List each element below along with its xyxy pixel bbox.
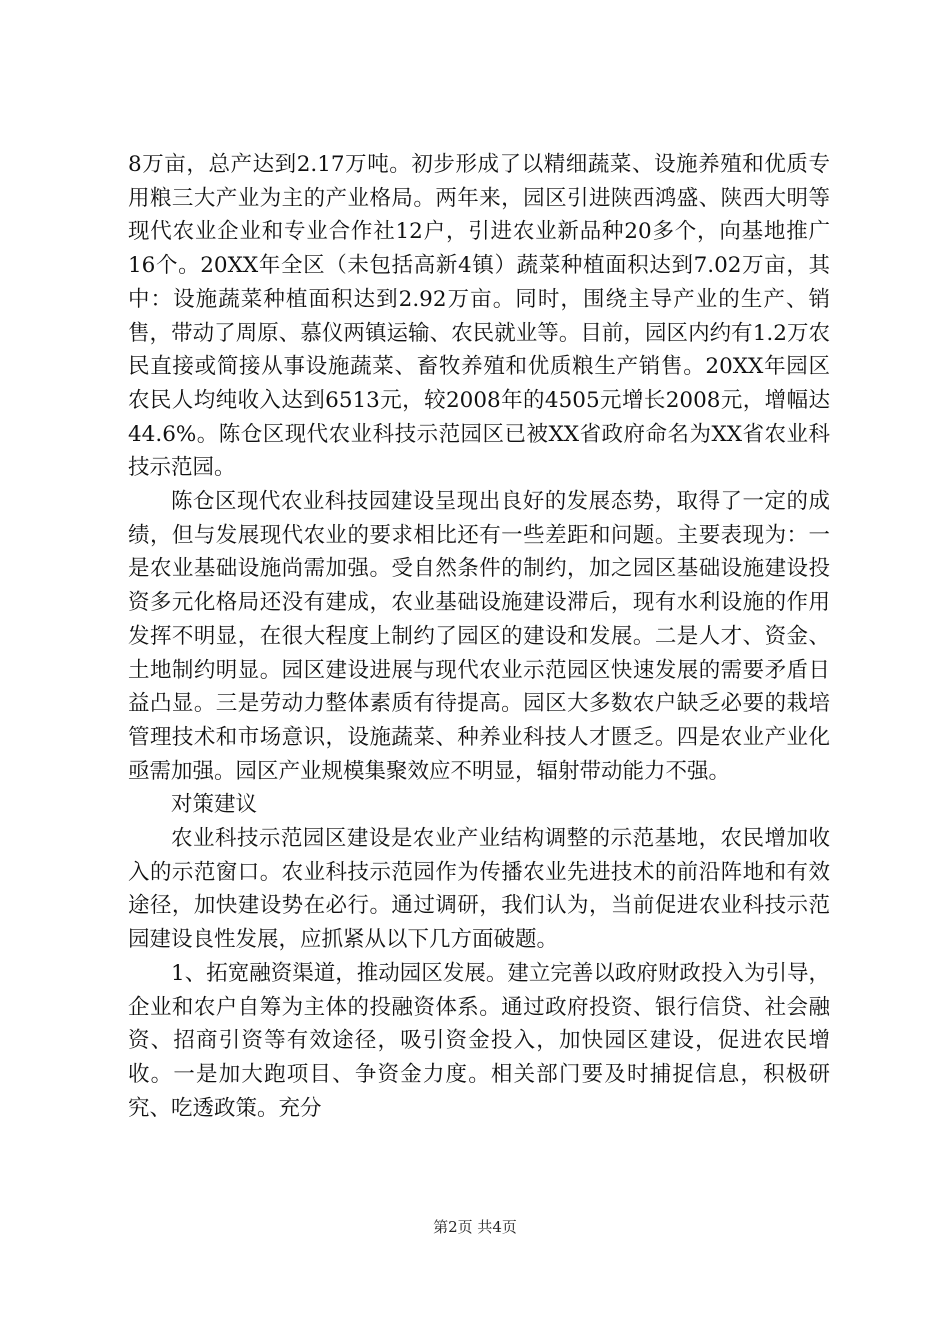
paragraph-park-output: 8万亩，总产达到2.17万吨。初步形成了以精细蔬菜、设施养殖和优质专用粮三大产业为主的产业格局。两年来，园区引进陕西鸿盛、陕西大明等现代农业企业和专业合作社12户，引进农业新品种20多个，向基地推广16个。20XX年全区（未包括高新4镇）蔬菜种植面积达到7.02万亩，其中：设施蔬菜种植面积达到2.92万亩。同时，围绕主导产业的生产、销售，带动了周原、慕仪两镇运输、农民就业等。目前，园区内约有1.2万农民直接或简接从事设施蔬菜、畜牧养殖和优质粮生产销售。20XX年园区农民人均纯收入达到6513元，较2008年的4505元增长2008元，增幅达44.6%。陈仓区现代农业科技示范园区已被XX省政府命名为XX省农业科技示范园。	[128, 152, 830, 481]
document-body	[128, 148, 830, 1125]
page-footer: 第2页 共4页	[433, 1218, 517, 1236]
paragraph-financing: 1、拓宽融资渠道，推动园区发展。建立完善以政府财政投入为引导，企业和农户自筹为主体的投融资体系。通过政府投资、银行信贷、社会融资、招商引资等有效途径，吸引资金投入，加快园区建设，促进农民增收。一是加大跑项目、争资金力度。相关部门要及时捕捉信息，积极研究、吃透政策。充分	[128, 960, 830, 1121]
paragraph-problems: 陈仓区现代农业科技园建设呈现出良好的发展态势，取得了一定的成绩，但与发展现代农业的要求相比还有一些差距和问题。主要表现为：一是农业基础设施尚需加强。受自然条件的制约，加之园区基础设施建设投资多元化格局还没有建成，农业基础设施建设滞后，现有水利设施的作用发挥不明显，在很大程度上制约了园区的建设和发展。二是人才、资金、土地制约明显。园区建设进展与现代农业示范园区快速发展的需要矛盾日益凸显。三是劳动力整体素质有待提高。园区大多数农户缺乏必要的栽培管理技术和市场意识，设施蔬菜、种养业科技人才匮乏。四是农业产业化亟需加强。园区产业规模集聚效应不明显，辐射带动能力不强。	[128, 489, 830, 784]
paragraph-countermeasures-intro: 农业科技示范园区建设是农业产业结构调整的示范基地，农民增加收入的示范窗口。农业科技示范园作为传播农业先进技术的前沿阵地和有效途径，加快建设势在必行。通过调研，我们认为，当前促进农业科技示范园建设良性发展，应抓紧从以下几方面破题。	[128, 826, 830, 953]
section-heading-countermeasures: 对策建议	[171, 792, 258, 818]
